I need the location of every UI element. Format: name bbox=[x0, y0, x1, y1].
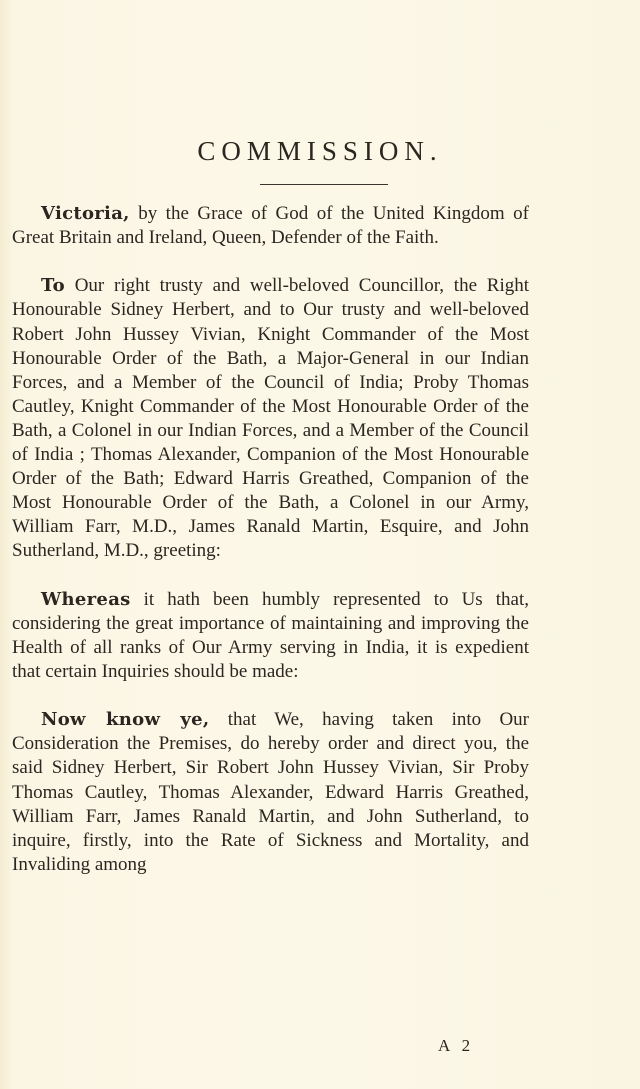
title-rule bbox=[260, 184, 388, 185]
paragraph-text: by the Grace of God of the United Kingdom of Great Britain and Ireland, Queen, Defender of the Faith. bbox=[12, 203, 529, 249]
paragraph-text: it hath been humbly represented to Us that, considering the great importance of maintaining and improving the Health of all ranks of Our Army serving in India, it is expedient that certain Inquiries should be made: bbox=[12, 588, 529, 682]
paragraph-text: that We, having taken into Our Consideration the Premises, do hereby order and direct you, the said Sidney Herbert, Sir Robert John Hussey Vivian, Sir Proby Thomas Cautley, Thomas Alexander, Edward Harris Greathed, William Farr, James Ranald Martin, and John Sutherland, to inquire, firstly, into the Rate of Sickness and Mortality, and Invaliding among bbox=[12, 709, 529, 875]
printer-signature: A 2 bbox=[438, 1036, 475, 1055]
paragraph-now-know-ye bbox=[12, 708, 529, 877]
blackletter-lead: Whereas bbox=[41, 588, 131, 610]
commission-text bbox=[12, 202, 529, 901]
paragraph-text: Our right trusty and well-beloved Councillor, the Right Honourable Sidney Herbert, and to Our trusty and well-beloved Robert John Hussey Vivian, Knight Commander of the Most Honourable Order of the Bath, a Major-General in our Indian Forces, and a Member of the Council of India; Proby Thomas Cautley, Knight Commander of the Most Honourable Order of the Bath, a Colonel in our Indian Forces, and a Member of the Council of India ; Thomas Alexander, Companion of the Most Honourable Order of the Bath; Edward Harris Greathed, Companion of the Most Honourable Order of the Bath, a Colonel in our Army, William Farr, M.D., James Ranald Martin, Esquire, and John Sutherland, M.D., greeting: bbox=[12, 275, 529, 562]
blackletter-lead: Victoria, bbox=[41, 203, 130, 224]
paragraph-victoria bbox=[12, 202, 529, 250]
show-through-text bbox=[420, 0, 640, 95]
paragraph-whereas bbox=[12, 588, 529, 684]
blackletter-lead: Now know ye, bbox=[41, 709, 210, 731]
paragraph-to bbox=[12, 274, 529, 563]
blackletter-lead: To bbox=[41, 275, 65, 297]
page-title: COMMISSION. bbox=[197, 136, 443, 166]
